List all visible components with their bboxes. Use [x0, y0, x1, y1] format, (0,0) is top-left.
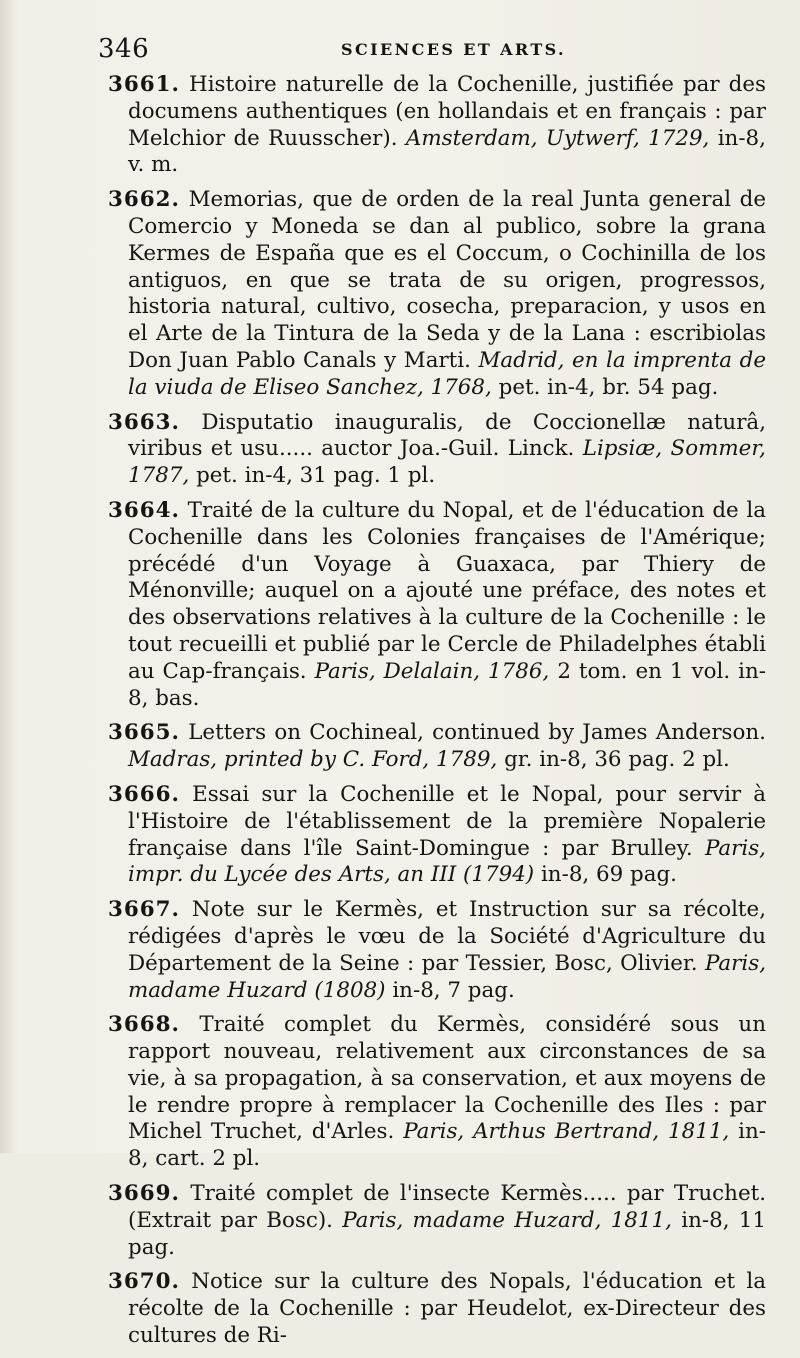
bibliography-list — [108, 72, 766, 1358]
entry-number: 3667. — [108, 897, 180, 923]
bibliography-entry — [108, 897, 766, 1004]
entry-imprint: Paris, madame Huzard, 1811, — [342, 1207, 672, 1233]
entry-number: 3662. — [108, 187, 180, 213]
entry-details: in-8, 11 pag. — [128, 1207, 766, 1260]
entry-number: 3669. — [108, 1181, 180, 1207]
bibliography-entry — [108, 498, 766, 712]
entry-imprint: Paris, madame Huzard (1808) — [128, 950, 766, 1003]
page-header — [98, 34, 766, 74]
bibliography-entry — [108, 782, 766, 889]
entry-details: in-8, v. m. — [128, 125, 766, 178]
entry-number: 3670. — [108, 1269, 180, 1295]
entry-details: gr. in-8, 36 pag. 2 pl. — [504, 747, 730, 773]
entry-imprint: Paris, Delalain, 1786, — [314, 658, 550, 684]
bibliography-entry — [108, 1181, 766, 1261]
entry-number: 3664. — [108, 497, 180, 523]
bibliography-entry — [108, 187, 766, 401]
entry-title: Histoire naturelle de la Cochenille, justifiée par des documens authentiques (en hollandais et en français : par Melchior de Ruusscher). — [128, 72, 766, 151]
entry-title: Traité de la culture du Nopal, et de l'éducation de la Cochenille dans les Colonies françaises de l'Amérique; précédé d'un Voyage à Guaxaca, par Thiery de Ménonville; auquel on a ajouté une préface, des notes et des observations relatives à la culture de la Cochenille : le tout recueilli et publié par le Cercle de Philadelphes établi au Cap-français. — [128, 497, 766, 684]
entry-details: 2 tom. en 1 vol. in-8, bas. — [128, 658, 766, 711]
entry-title: Memorias, que de orden de la real Junta general de Comercio y Moneda se dan al publico, sobre la grana Kermes de España que es el Coccum, o Cochinilla de los antiguos, en que se trata de su origen, progressos, historia natural, cultivo, cosecha, preparacion, y usos en el Arte de la Tintura de la Seda y de la Lana : escribiolas Don Juan Pablo Canals y Marti. — [128, 187, 766, 373]
entry-title: Essai sur la Cochenille et le Nopal, pour servir à l'Histoire de l'établissement de la première Nopalerie française dans l'île Saint-Domingue : par Brulley. — [128, 781, 766, 861]
entry-imprint: Lipsiæ, Sommer, 1787, — [128, 436, 766, 489]
running-title: SCIENCES ET ARTS. — [341, 40, 567, 59]
entry-title: Note sur le Kermès, et Instruction sur sa récolte, rédigées d'après le vœu de la Société d'Agriculture du Département de la Seine : par Tessier, Bosc, Olivier. — [128, 897, 766, 976]
bibliography-entry — [108, 410, 766, 490]
bibliography-entry — [108, 1269, 766, 1349]
entry-number: 3665. — [108, 720, 180, 746]
bibliography-entry — [108, 72, 766, 179]
entry-details: in-8, 69 pag. — [540, 862, 677, 888]
entry-title: Letters on Cochineal, continued by James Anderson. — [188, 720, 766, 746]
entry-number: 3661. — [108, 72, 180, 97]
entry-imprint: Paris, Arthus Bertrand, 1811, — [403, 1119, 730, 1145]
entry-details: in-8, 7 pag. — [392, 977, 515, 1003]
entry-imprint: Madras, printed by C. Ford, 1789, — [128, 747, 498, 773]
entry-details: in-8, cart. 2 pl. — [128, 1119, 766, 1172]
entry-title: Notice sur la culture des Nopals, l'éducation et la récolte de la Cochenille : par Heudelot, ex-Directeur des cultures de Ri- — [128, 1269, 766, 1349]
entry-details: pet. in-4, 31 pag. 1 pl. — [196, 463, 436, 489]
entry-imprint: Paris, impr. du Lycée des Arts, an III (1794) — [128, 835, 766, 888]
entry-number: 3666. — [108, 781, 180, 807]
entry-details: pet. in-4, br. 54 pag. — [498, 374, 719, 400]
entry-title: Traité complet de l'insecte Kermès..... par Truchet. (Extrait par Bosc). — [128, 1181, 766, 1233]
bibliography-entry — [108, 720, 766, 774]
entry-number: 3668. — [108, 1012, 180, 1038]
page-number: 346 — [98, 34, 150, 64]
entry-title: Disputatio inauguralis, de Coccionellæ naturâ, viribus et usu..... auctor Joa.-Guil. Linck. — [128, 409, 766, 462]
entry-imprint: Madrid, en la imprenta de la viuda de Eliseo Sanchez, 1768, — [128, 347, 766, 400]
entry-imprint: Amsterdam, Uytwerf, 1729, — [405, 125, 710, 151]
bibliography-entry — [108, 1012, 766, 1173]
entry-title: Traité complet du Kermès, considéré sous un rapport nouveau, relativement aux circonstances de sa vie, à sa propagation, à sa conservation, et aux moyens de le rendre propre à remplacer la Cochenille des Iles : par Michel Truchet, d'Arles. — [128, 1012, 766, 1145]
entry-number: 3663. — [108, 409, 180, 435]
